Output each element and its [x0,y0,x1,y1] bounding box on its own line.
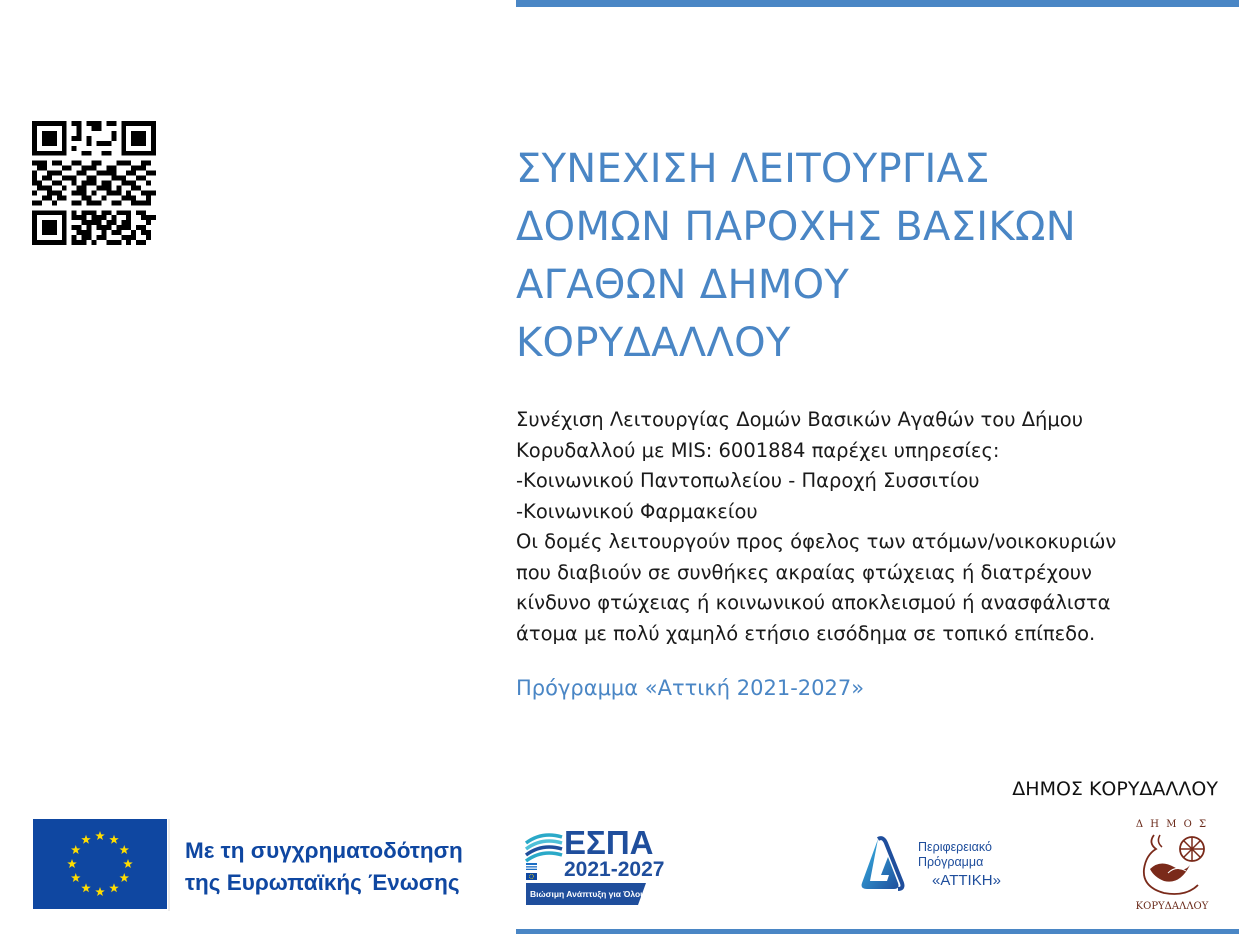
espa-tagline: Βιώσιμη Ανάπτυξη για Όλους [530,889,650,899]
attiki-line: «ΑΤΤΙΚΗ» [932,872,1001,889]
korydallos-municipality-logo [1120,815,1224,913]
description [516,405,1216,649]
title-line: ΔΟΜΩΝ ΠΑΡΟΧΗΣ ΒΑΣΙΚΩΝ [516,204,1076,250]
top-accent-bar [516,0,1239,7]
attiki-line: Πρόγραμμα [918,855,984,869]
eu-cofunding-line: Με τη συγχρηματοδότηση [185,838,463,863]
description-line: κίνδυνο φτώχειας ή κοινωνικού αποκλεισμού ή ανασφάλιστα [516,591,1111,614]
qr-code-icon [32,121,156,245]
title-line: ΑΓΑΘΩΝ ΔΗΜΟΥ [516,262,850,308]
korydallos-logo-top: Δ Η Μ Ο Σ [1135,819,1209,830]
attiki-line: Περιφερειακό [918,840,992,854]
bottom-accent-bar [516,929,1239,934]
page-title [516,140,1206,372]
eu-cofunding-text [185,835,463,899]
description-line: -Κοινωνικού Παντοπωλείου - Παροχή Συσσιτίου [516,469,980,492]
korydallos-logo-bottom: ΚΟΡΥΔΑΛΛΟΥ [1135,901,1209,912]
espa-name: ΕΣΠΑ [564,824,654,861]
description-line: Οι δομές λειτουργούν προς όφελος των ατόμων/νοικοκυριών [516,530,1117,553]
municipality-name: ΔΗΜΟΣ ΚΟΡΥΔΑΛΛΟΥ [1012,778,1218,800]
espa-logo [524,821,664,907]
description-line: Κορυδαλλού με MIS: 6001884 παρέχει υπηρεσίες: [516,438,1000,462]
title-line: ΣΥΝΕΧΙΣΗ ΛΕΙΤΟΥΡΓΙΑΣ [516,146,990,192]
description-line: Συνέχιση Λειτουργίας Δομών Βασικών Αγαθών του Δήμου [516,408,1084,431]
description-line: που διαβιούν σε συνθήκες ακραίας φτώχειας ή διατρέχουν [516,560,1092,584]
description-line: άτομα με πολύ χαμηλό ετήσιο εισόδημα σε τοπικό επίπεδο. [516,621,1096,645]
program-name: Πρόγραμμα «Αττική 2021-2027» [516,676,865,700]
espa-years: 2021-2027 [564,858,664,881]
description-line: -Κοινωνικού Φαρμακείου [516,499,758,523]
title-line: ΚΟΡΥΔΑΛΛΟΥ [516,320,791,366]
attiki-program-logo [858,835,1028,895]
eu-cofunding-line: της Ευρωπαϊκής Ένωσης [185,870,460,895]
eu-flag-icon [33,819,170,911]
